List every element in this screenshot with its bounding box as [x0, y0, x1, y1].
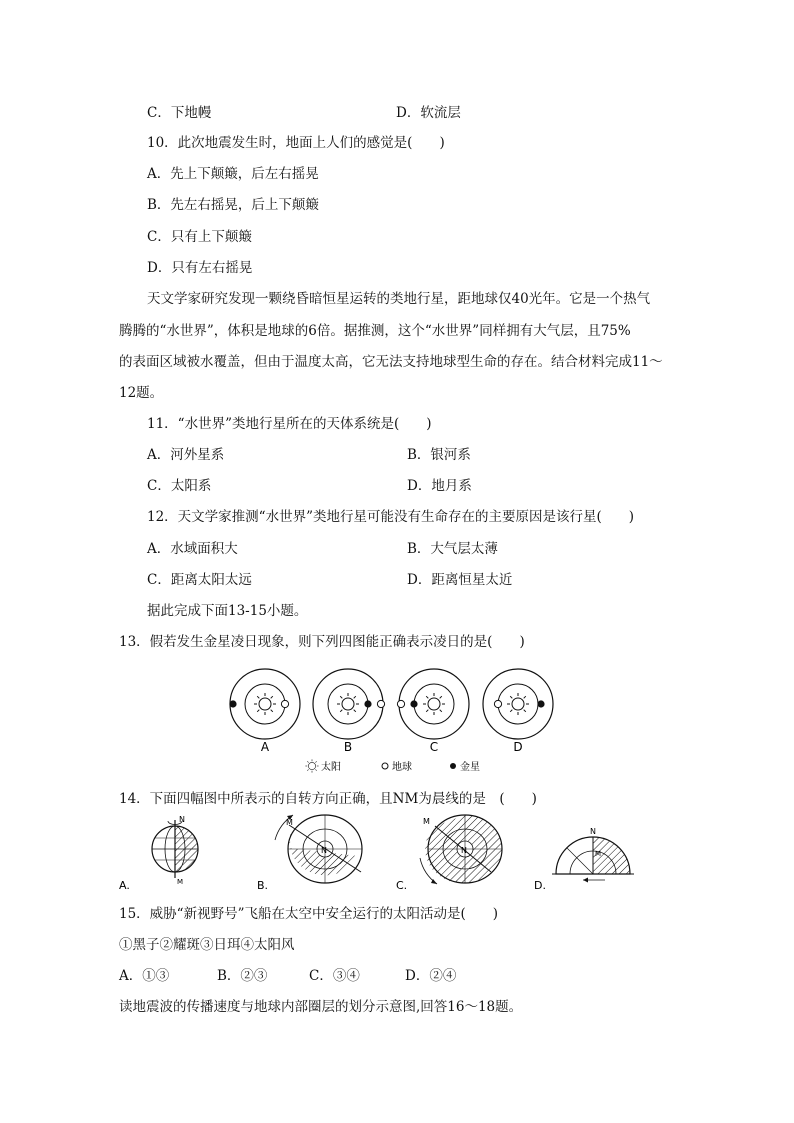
q15-stem: 15．威胁“新视野号”飞船在太空中安全运行的太阳活动是( ) — [119, 906, 499, 922]
q13-diagram-b — [313, 669, 385, 739]
venus-marker — [364, 700, 371, 707]
q14-label-c: C. — [396, 879, 408, 892]
venus-marker — [537, 700, 544, 707]
q14-stem: 14．下面四幅图中所表示的自转方向正确，且NM为晨线的是 ( ) — [119, 791, 537, 807]
q14-diagram-a — [119, 815, 198, 892]
q12-option-d: D．距离恒星太近 — [407, 572, 513, 588]
svg-text:M: M — [286, 818, 293, 827]
closing-instruction: 读地震波的传播速度与地球内部圈层的划分示意图,回答16～18题。 — [119, 999, 523, 1015]
q15-option-d: D．②④ — [405, 968, 457, 984]
q9-option-d: D．软流层 — [396, 105, 461, 121]
q14-figure — [115, 812, 635, 894]
q10-option-b: B．先左右摇晃，后上下颠簸 — [147, 197, 319, 213]
earth-marker — [281, 700, 288, 707]
q12-option-c: C．距离太阳太远 — [147, 572, 252, 588]
svg-text:M: M — [595, 850, 602, 858]
q10-option-a: A．先上下颠簸，后左右摇晃 — [147, 166, 319, 182]
q13-diagram-a — [229, 669, 300, 739]
venus-marker — [410, 700, 417, 707]
earth-marker — [377, 700, 384, 707]
legend-sun: 太阳 — [321, 762, 341, 773]
q13-diagram-c — [397, 669, 469, 739]
q12-option-b: B．大气层太薄 — [407, 541, 498, 557]
svg-text:N: N — [321, 846, 327, 855]
earth-marker — [494, 700, 501, 707]
q13-stem: 13．假若发生金星凌日现象，则下列四图能正确表示凌日的是( ) — [119, 634, 525, 650]
passage-line-3: 的表面区域被水覆盖，但由于温度太高，它无法支持地球型生命的存在。结合材料完成11～ — [119, 354, 663, 370]
q11-stem: 11．“水世界”类地行星所在的天体系统是( ) — [147, 416, 432, 432]
q9-option-c: C．下地幔 — [147, 105, 212, 121]
q13-orbit-figure — [222, 664, 562, 779]
q14-diagram-d — [534, 827, 634, 892]
q15-option-b: B．②③ — [217, 968, 268, 984]
svg-text:M: M — [177, 878, 184, 886]
intro-13-15: 据此完成下面13-15小题。 — [147, 603, 308, 619]
q15-option-c: C．③④ — [309, 968, 360, 984]
venus-marker — [229, 700, 236, 707]
q12-option-a: A．水域面积大 — [147, 541, 238, 557]
q10-option-c: C．只有上下颠簸 — [147, 229, 252, 245]
q13-diagram-d — [483, 669, 553, 739]
q11-option-c: C．太阳系 — [147, 478, 212, 494]
svg-text:N: N — [179, 815, 185, 824]
earth-marker — [397, 700, 404, 707]
svg-text:N: N — [590, 827, 596, 836]
q11-option-d: D．地月系 — [407, 478, 472, 494]
q14-label-d: D. — [534, 879, 546, 892]
passage-line-4: 12题。 — [119, 385, 164, 401]
q12-stem: 12．天文学家推测“水世界”类地行星可能没有生命存在的主要原因是该行星( ) — [147, 509, 635, 525]
passage-line-1: 天文学家研究发现一颗绕昏暗恒星运转的类地行星，距地球仅40光年。它是一个热气 — [147, 291, 651, 307]
q11-option-b: B．银河系 — [407, 447, 471, 463]
q13-label-d: D — [513, 740, 523, 754]
legend-venus-icon — [450, 763, 456, 769]
q14-label-b: B. — [257, 879, 269, 892]
q11-option-a: A．河外星系 — [147, 447, 225, 463]
svg-text:N: N — [461, 846, 467, 855]
legend-earth-icon — [382, 763, 388, 769]
q13-label-b: B — [343, 740, 353, 754]
q10-stem: 10．此次地震发生时，地面上人们的感觉是( ) — [147, 135, 445, 151]
q10-option-d: D．只有左右摇晃 — [147, 260, 253, 276]
passage-line-2: 腾腾的“水世界”，体积是地球的6倍。据推测，这个“水世界”同样拥有大气层，且75% — [119, 323, 631, 339]
q13-legend — [305, 759, 480, 773]
q15-option-a: A．①③ — [119, 968, 170, 984]
q14-label-a: A. — [119, 879, 130, 892]
q14-diagram-b — [257, 812, 362, 892]
q13-label-c: C — [429, 740, 439, 754]
legend-venus: 金星 — [460, 762, 480, 773]
svg-text:M: M — [423, 817, 430, 826]
legend-earth: 地球 — [392, 762, 412, 773]
q15-items: ①黑子②耀斑③日珥④太阳风 — [119, 937, 295, 953]
q13-label-a: A — [260, 740, 270, 754]
q14-diagram-c — [396, 815, 502, 892]
